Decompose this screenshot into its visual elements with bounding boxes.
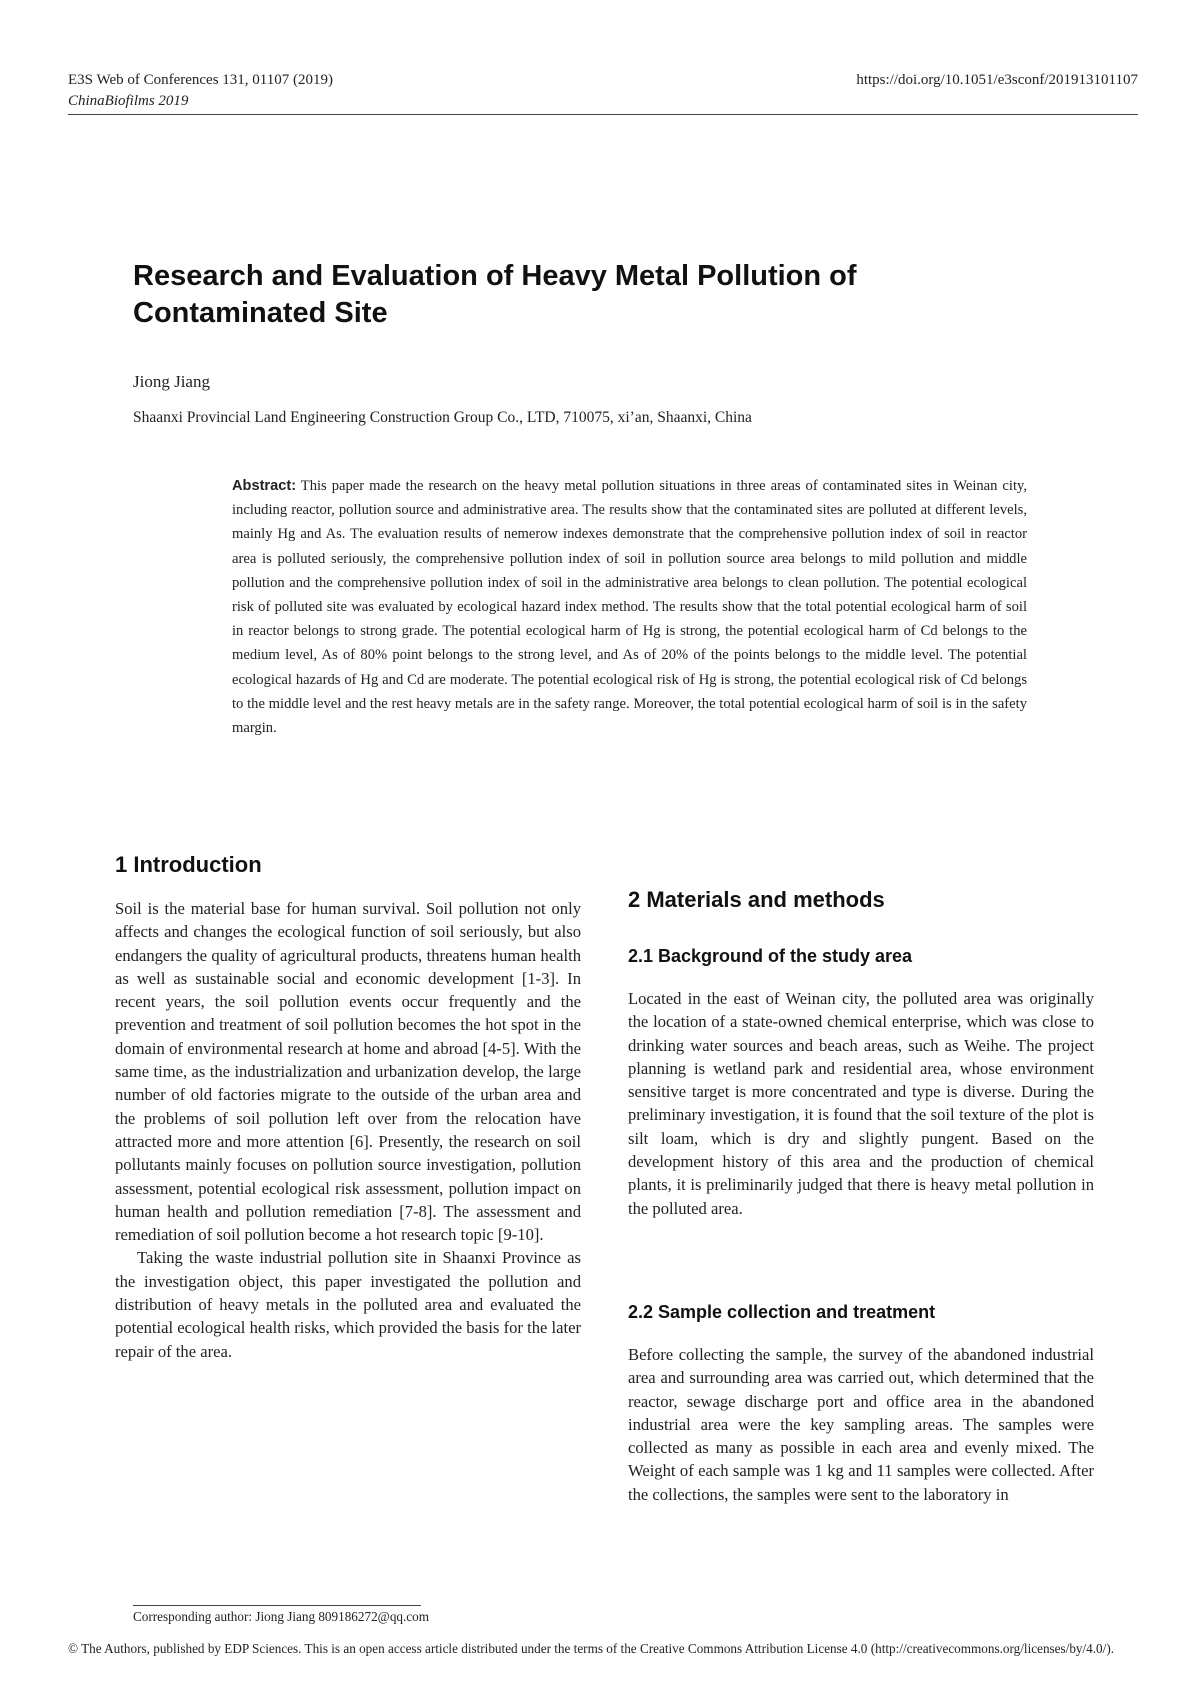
author-name: Jiong Jiang [133,372,210,391]
license-footer: © The Authors, published by EDP Sciences. This is an open access article distributed under the terms of the Creative Commons Attribution License 4.0 (http://creativecommons.org/licenses/by/4.0/). [68,1641,1115,1656]
subsection-heading-sample-collection: 2.2 Sample collection and treatment [628,1302,936,1322]
corresponding-author-footnote: Corresponding author: Jiong Jiang 809186272@qq.com [133,1609,430,1624]
sample-collection-body [628,1343,1094,1506]
sample-collection-paragraph: Before collecting the sample, the survey of the abandoned industrial area and surrounding area was carried out, which determined that the reactor, sewage discharge port and office area in the abandoned industrial area were the key sampling areas. The samples were collected as many as possible in each area and evenly mixed. The Weight of each sample was 1 kg and 11 samples were collected. After the collections, the samples were sent to the laboratory in [628,1345,1094,1504]
abstract [232,474,1027,740]
footnote-divider [133,1605,421,1606]
abstract-label: Abstract: [232,478,297,494]
author-affiliation: Shaanxi Provincial Land Engineering Construction Group Co., LTD, 710075, xi’an, Shaanxi, China [133,409,752,426]
header-divider [68,114,1138,115]
introduction-body [115,897,581,1363]
abstract-text: This paper made the research on the heavy metal pollution situations in three areas of contaminated sites in Weinan city, including reactor, pollution source and administrative area. The results show that the contaminated sites are polluted at different levels, mainly Hg and As. The evaluation results of nemerow indexes demonstrate that the comprehensive pollution index of soil in reactor area is polluted seriously, the comprehensive pollution index of soil in pollution source area belongs to mild pollution and middle pollution and the comprehensive pollution index of soil in the administrative area belongs to clean pollution. The potential ecological risk of polluted site was evaluated by ecological hazard index method. The results show that the total potential ecological harm of soil in reactor belongs to strong grade. The potential ecological harm of Hg is strong, the potential ecological harm of Cd belongs to the medium level, As of 80% point belongs to the strong level, and As of 20% of the points belongs to the middle level. The potential ecological hazards of Hg and Cd are moderate. The potential ecological risk of Hg is strong, the potential ecological risk of Cd belongs to the middle level and the rest heavy metals are in the safety range. Moreover, the total potential ecological harm of soil is in the safety margin. [232,478,1027,737]
introduction-paragraph-1: Soil is the material base for human survival. Soil pollution not only affects and changes the ecological function of soil seriously, but also endangers the quality of agricultural products, threatens human health as well as sustainable social and economic development [1-3]. In recent years, the soil pollution events occur frequently and the prevention and treatment of soil pollution becomes the hot spot in the domain of environmental research at home and abroad [4-5]. With the same time, as the industrialization and urbanization develop, the large number of old factories migrate to the outside of the urban area and the problems of soil pollution left over from the relocation have attracted more and more attention [6]. Presently, the research on soil pollutants mainly focuses on pollution source investigation, pollution assessment, potential ecological risk assessment, pollution impact on human health and pollution remediation [7-8]. The assessment and remediation of soil pollution become a hot research topic [9-10]. [115,899,581,1245]
section-heading-materials-methods: 2 Materials and methods [628,887,885,912]
running-header-left [68,70,333,112]
subsection-heading-background: 2.1 Background of the study area [628,946,913,966]
doi-link[interactable]: https://doi.org/10.1051/e3sconf/201913101107 [856,72,1138,88]
journal-citation: E3S Web of Conferences 131, 01107 (2019) [68,72,333,88]
background-paragraph: Located in the east of Weinan city, the polluted area was originally the location of a state-owned chemical enterprise, which was close to drinking water sources and beach areas, such as Weihe. The project planning is wetland park and residential area, whose environment sensitive target is more concentrated and type is diverse. During the preliminary investigation, it is found that the soil texture of the plot is silt loam, which is dry and slightly pungent. Based on the development history of this area and the production of chemical plants, it is preliminarily judged that there is heavy metal pollution in the polluted area. [628,989,1094,1218]
background-body [628,987,1094,1220]
section-heading-introduction: 1 Introduction [115,852,262,877]
paper-title: Research and Evaluation of Heavy Metal Pollution of Contaminated Site [133,260,857,329]
conference-name: ChinaBiofilms 2019 [68,93,189,109]
introduction-paragraph-2: Taking the waste industrial pollution site in Shaanxi Province as the investigation object, this paper investigated the pollution and distribution of heavy metals in the polluted area and evaluated the potential ecological health risks, which provided the basis for the later repair of the area. [115,1248,581,1361]
